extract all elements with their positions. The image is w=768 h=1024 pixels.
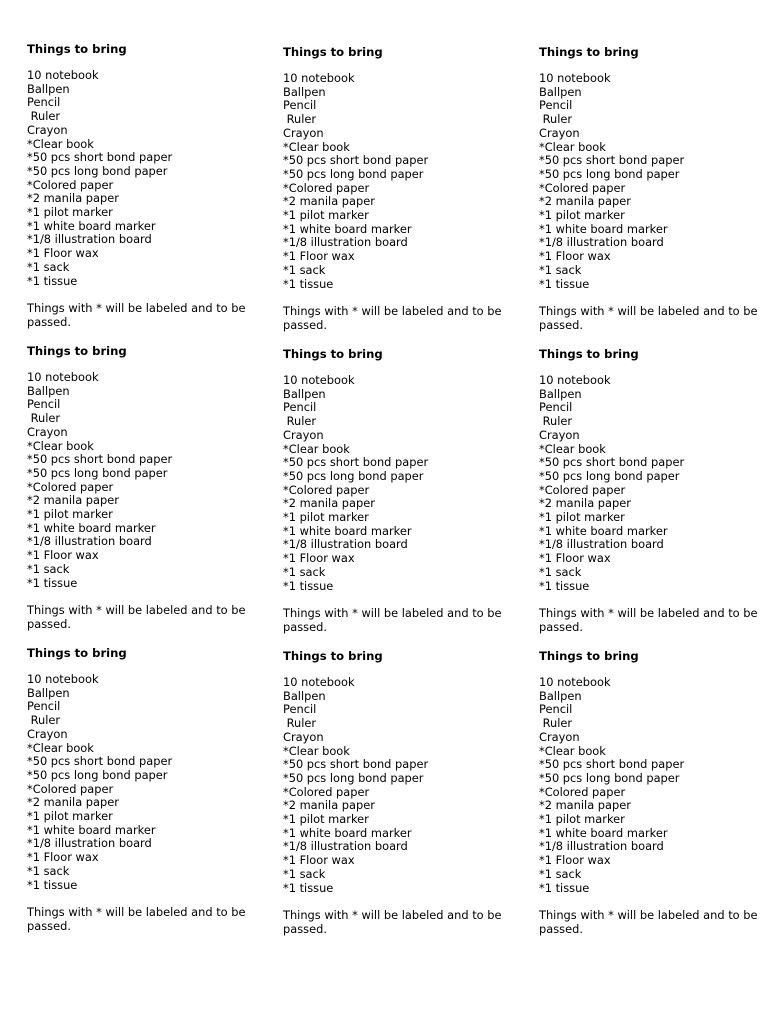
list-item: *1 white board marker <box>27 520 156 535</box>
list-item: *1 white board marker <box>283 221 412 236</box>
checklist-card <box>539 45 767 333</box>
list-item: *Clear book <box>539 743 606 758</box>
list-item: *50 pcs short bond paper <box>283 455 429 470</box>
list-item: *Clear book <box>283 743 350 758</box>
checklist-card <box>283 649 511 937</box>
card-note: Things with * will be labeled and to be passed. <box>539 606 758 634</box>
list-item: Ruler <box>27 411 61 426</box>
card-note: Things with * will be labeled and to be passed. <box>283 304 502 332</box>
list-item: Ruler <box>283 716 317 731</box>
list-item: *1 Floor wax <box>539 249 611 264</box>
list-item: *Clear book <box>539 139 606 154</box>
list-item: *50 pcs long bond paper <box>283 468 424 483</box>
checklist-card <box>539 347 767 635</box>
list-item: *1 sack <box>283 564 326 579</box>
card-note: Things with * will be labeled and to be passed. <box>283 908 502 936</box>
list-item: *Clear book <box>27 136 94 151</box>
list-item: Crayon <box>283 427 324 442</box>
list-item: *1 tissue <box>539 578 590 593</box>
list-item: *1/8 illustration board <box>539 235 664 250</box>
card-title: Things to bring <box>283 45 383 59</box>
list-item: *1 white board marker <box>27 218 156 233</box>
list-item: *1 white board marker <box>283 825 412 840</box>
list-item: *Clear book <box>283 441 350 456</box>
item-list <box>27 673 255 892</box>
card-note: Things with * will be labeled and to be passed. <box>27 905 246 933</box>
list-item: *1/8 illustration board <box>283 537 408 552</box>
list-item: *1 Floor wax <box>283 551 355 566</box>
list-item: Pencil <box>283 98 317 113</box>
list-item: *50 pcs long bond paper <box>27 163 168 178</box>
checklist-card <box>27 344 255 632</box>
list-item: *50 pcs short bond paper <box>27 754 173 769</box>
list-item: *1 sack <box>539 866 582 881</box>
list-item: *1/8 illustration board <box>283 235 408 250</box>
card-title: Things to bring <box>27 646 127 660</box>
list-item: *50 pcs short bond paper <box>27 150 173 165</box>
list-item: *1 Floor wax <box>27 548 99 563</box>
list-item: Ballpen <box>283 386 326 401</box>
card-note: Things with * will be labeled and to be passed. <box>539 304 758 332</box>
list-item: Pencil <box>283 400 317 415</box>
list-item: *1 tissue <box>539 276 590 291</box>
list-item: *1 white board marker <box>539 825 668 840</box>
list-item: *50 pcs long bond paper <box>539 468 680 483</box>
list-item: Pencil <box>539 98 573 113</box>
list-item: *1 pilot marker <box>27 809 113 824</box>
list-item: 10 notebook <box>283 373 355 387</box>
list-item: *1 Floor wax <box>283 853 355 868</box>
list-item: *1 tissue <box>283 276 334 291</box>
list-item: *Colored paper <box>283 784 370 799</box>
list-item: *1/8 illustration board <box>539 839 664 854</box>
list-item: *50 pcs short bond paper <box>539 455 685 470</box>
list-item: 10 notebook <box>27 672 99 686</box>
item-list <box>27 371 255 590</box>
list-item: *1 pilot marker <box>27 205 113 220</box>
list-item: Crayon <box>27 726 68 741</box>
list-item: 10 notebook <box>539 373 611 387</box>
list-item: *1 sack <box>27 259 70 274</box>
item-list <box>27 69 255 288</box>
list-item: *2 manila paper <box>539 496 631 511</box>
list-item: 10 notebook <box>27 370 99 384</box>
checklist-card <box>27 42 255 330</box>
list-item: Ruler <box>539 112 573 127</box>
list-item: *50 pcs short bond paper <box>539 153 685 168</box>
list-item: 10 notebook <box>27 68 99 82</box>
list-item: *1 tissue <box>283 880 334 895</box>
list-item: *2 manila paper <box>539 798 631 813</box>
list-item: *1 pilot marker <box>283 812 369 827</box>
list-item: *Clear book <box>283 139 350 154</box>
item-list <box>539 374 767 593</box>
checklist-card <box>283 347 511 635</box>
list-item: *2 manila paper <box>283 798 375 813</box>
list-item: *1 white board marker <box>283 523 412 538</box>
list-item: *1 pilot marker <box>539 208 625 223</box>
list-item: *50 pcs long bond paper <box>283 770 424 785</box>
list-item: *Clear book <box>539 441 606 456</box>
list-item: *1 pilot marker <box>539 812 625 827</box>
list-item: *2 manila paper <box>539 194 631 209</box>
list-item: *Colored paper <box>27 479 114 494</box>
list-item: Ballpen <box>27 81 70 96</box>
list-item: *2 manila paper <box>283 194 375 209</box>
list-item: *1 pilot marker <box>283 510 369 525</box>
list-item: *1/8 illustration board <box>27 534 152 549</box>
list-item: *Colored paper <box>283 180 370 195</box>
card-title: Things to bring <box>539 649 639 663</box>
list-item: *1 tissue <box>539 880 590 895</box>
list-item: *1 sack <box>539 564 582 579</box>
card-title: Things to bring <box>539 45 639 59</box>
list-item: Crayon <box>539 427 580 442</box>
checklist-card <box>539 649 767 937</box>
list-item: *1 tissue <box>27 273 78 288</box>
list-item: Pencil <box>283 702 317 717</box>
list-item: Ruler <box>283 414 317 429</box>
list-item: Ballpen <box>539 386 582 401</box>
list-item: *50 pcs long bond paper <box>539 166 680 181</box>
checklist-card <box>27 646 255 934</box>
card-title: Things to bring <box>27 42 127 56</box>
list-item: Ruler <box>539 716 573 731</box>
list-item: *1 Floor wax <box>27 246 99 261</box>
item-list <box>539 676 767 895</box>
list-item: Ruler <box>539 414 573 429</box>
card-title: Things to bring <box>539 347 639 361</box>
list-item: *1 sack <box>27 561 70 576</box>
list-item: Crayon <box>283 125 324 140</box>
card-note: Things with * will be labeled and to be passed. <box>283 606 502 634</box>
item-list <box>283 676 511 895</box>
list-item: *Clear book <box>27 740 94 755</box>
list-item: *50 pcs long bond paper <box>283 166 424 181</box>
list-item: *1 tissue <box>27 575 78 590</box>
list-item: *1 sack <box>539 262 582 277</box>
list-item: 10 notebook <box>283 675 355 689</box>
list-item: *2 manila paper <box>27 795 119 810</box>
list-item: Crayon <box>283 729 324 744</box>
list-item: *1 white board marker <box>27 822 156 837</box>
list-item: *2 manila paper <box>27 191 119 206</box>
list-item: Ruler <box>283 112 317 127</box>
list-item: Ballpen <box>539 688 582 703</box>
list-item: *1/8 illustration board <box>27 836 152 851</box>
list-item: *Colored paper <box>539 482 626 497</box>
list-item: *1 Floor wax <box>539 853 611 868</box>
list-item: Pencil <box>27 95 61 110</box>
list-item: Ballpen <box>27 685 70 700</box>
list-item: *1 Floor wax <box>283 249 355 264</box>
list-item: *1 sack <box>283 866 326 881</box>
list-item: *1 Floor wax <box>539 551 611 566</box>
list-item: *1 pilot marker <box>27 507 113 522</box>
list-item: *50 pcs long bond paper <box>27 465 168 480</box>
list-item: *50 pcs long bond paper <box>27 767 168 782</box>
list-item: *1 pilot marker <box>283 208 369 223</box>
list-item: *Colored paper <box>283 482 370 497</box>
list-item: *2 manila paper <box>283 496 375 511</box>
list-item: *1 pilot marker <box>539 510 625 525</box>
list-item: *50 pcs short bond paper <box>283 153 429 168</box>
list-item: Crayon <box>539 125 580 140</box>
list-item: Ballpen <box>539 84 582 99</box>
list-item: Ruler <box>27 109 61 124</box>
list-item: *1/8 illustration board <box>27 232 152 247</box>
list-item: *1 Floor wax <box>27 850 99 865</box>
list-item: Pencil <box>539 400 573 415</box>
list-item: *1 sack <box>283 262 326 277</box>
list-item: 10 notebook <box>539 675 611 689</box>
list-item: 10 notebook <box>539 71 611 85</box>
item-list <box>539 72 767 291</box>
card-note: Things with * will be labeled and to be passed. <box>27 301 246 329</box>
list-item: *Colored paper <box>539 180 626 195</box>
list-item: *1 white board marker <box>539 523 668 538</box>
list-item: Crayon <box>27 122 68 137</box>
list-item: *Colored paper <box>27 781 114 796</box>
list-item: Ballpen <box>27 383 70 398</box>
list-item: *2 manila paper <box>27 493 119 508</box>
list-item: Ballpen <box>283 84 326 99</box>
list-item: *Colored paper <box>539 784 626 799</box>
list-item: *1/8 illustration board <box>539 537 664 552</box>
list-item: Crayon <box>539 729 580 744</box>
card-note: Things with * will be labeled and to be passed. <box>27 603 246 631</box>
list-item: Pencil <box>27 397 61 412</box>
list-item: *Colored paper <box>27 177 114 192</box>
card-title: Things to bring <box>283 649 383 663</box>
list-item: *1/8 illustration board <box>283 839 408 854</box>
list-item: *1 white board marker <box>539 221 668 236</box>
item-list <box>283 374 511 593</box>
list-item: *50 pcs short bond paper <box>283 757 429 772</box>
list-item: *50 pcs short bond paper <box>539 757 685 772</box>
item-list <box>283 72 511 291</box>
list-item: Pencil <box>27 699 61 714</box>
list-item: *1 tissue <box>27 877 78 892</box>
list-item: 10 notebook <box>283 71 355 85</box>
card-title: Things to bring <box>283 347 383 361</box>
list-item: *1 tissue <box>283 578 334 593</box>
list-item: *Clear book <box>27 438 94 453</box>
list-item: Ballpen <box>283 688 326 703</box>
list-item: Ruler <box>27 713 61 728</box>
card-note: Things with * will be labeled and to be passed. <box>539 908 758 936</box>
list-item: *1 sack <box>27 863 70 878</box>
list-item: *50 pcs short bond paper <box>27 452 173 467</box>
list-item: Pencil <box>539 702 573 717</box>
checklist-card <box>283 45 511 333</box>
list-item: Crayon <box>27 424 68 439</box>
list-item: *50 pcs long bond paper <box>539 770 680 785</box>
card-title: Things to bring <box>27 344 127 358</box>
